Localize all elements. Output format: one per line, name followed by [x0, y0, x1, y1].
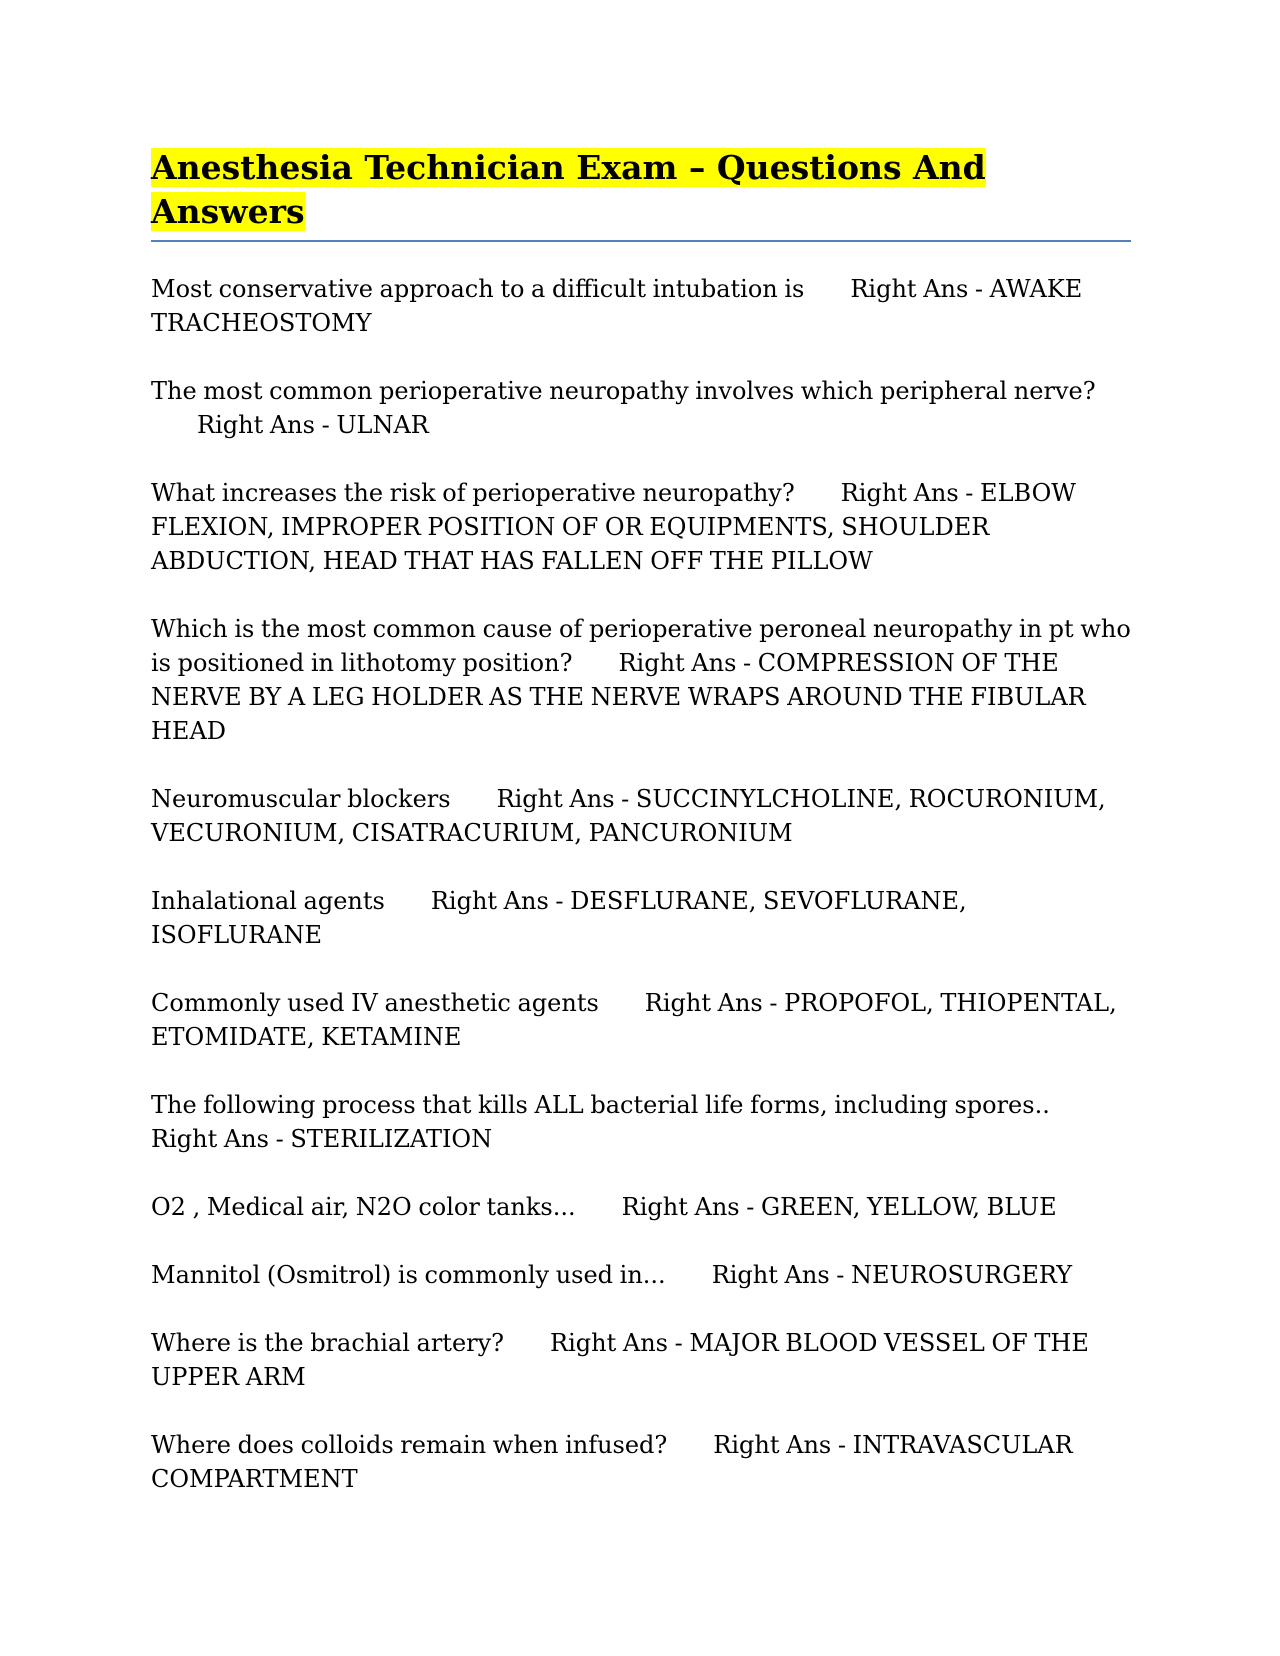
- answer-text: NEUROSURGERY: [851, 1261, 1073, 1289]
- answer-prefix: Right Ans -: [550, 1329, 690, 1357]
- qa-item: [151, 986, 1131, 1054]
- question-text: Where does colloids remain when infused?: [151, 1431, 668, 1459]
- answer-prefix: Right Ans -: [618, 649, 758, 677]
- qa-item: [151, 782, 1131, 850]
- answer-text: SUCCINYLCHOLINE, ROCURONIUM, VECURONIUM, CISATRACURIUM, PANCURONIUM: [151, 785, 1106, 847]
- qa-item: [151, 1088, 1131, 1156]
- question-text: Mannitol (Osmitrol) is commonly used in...: [151, 1261, 666, 1289]
- document-page: [151, 146, 1131, 1530]
- qa-item: [151, 1326, 1131, 1394]
- question-text: Inhalational agents: [151, 887, 385, 915]
- question-text: The following process that kills ALL bacterial life forms, including spores..: [151, 1091, 1050, 1119]
- question-text: O2 , Medical air, N2O color tanks...: [151, 1193, 576, 1221]
- question-text: Where is the brachial artery?: [151, 1329, 505, 1357]
- answer-prefix: Right Ans -: [621, 1193, 761, 1221]
- answer-prefix: Right Ans -: [496, 785, 636, 813]
- question-text: Most conservative approach to a difficult intubation is: [151, 275, 805, 303]
- question-text: Commonly used IV anesthetic agents: [151, 989, 599, 1017]
- answer-prefix: Right Ans -: [840, 479, 981, 507]
- document-title: Anesthesia Technician Exam – Questions And Answers: [151, 148, 986, 231]
- answer-text: DESFLURANE, SEVOFLURANE, ISOFLURANE: [151, 887, 967, 949]
- title-heading: [151, 146, 1131, 242]
- answer-text: MAJOR BLOOD VESSEL OF THE UPPER ARM: [151, 1329, 1089, 1391]
- answer-text: STERILIZATION: [290, 1125, 493, 1153]
- answer-text: AWAKE TRACHEOSTOMY: [151, 275, 1083, 337]
- qa-item: [151, 1258, 1131, 1292]
- answer-prefix: Right Ans -: [713, 1431, 853, 1459]
- answer-prefix: Right Ans -: [151, 1125, 291, 1153]
- answer-prefix: Right Ans -: [850, 275, 990, 303]
- answer-prefix: Right Ans -: [644, 989, 785, 1017]
- qa-item: [151, 612, 1131, 748]
- answer-prefix: Right Ans -: [197, 411, 337, 439]
- qa-item: [151, 374, 1131, 442]
- answer-text: ULNAR: [336, 411, 429, 439]
- answer-text: INTRAVASCULAR COMPARTMENT: [151, 1431, 1073, 1493]
- question-text: Neuromuscular blockers: [151, 785, 451, 813]
- answer-text: COMPRESSION OF THE NERVE BY A LEG HOLDER AS THE NERVE WRAPS AROUND THE FIBULAR HEAD: [151, 649, 1086, 745]
- qa-item: [151, 1428, 1131, 1496]
- answer-text: GREEN, YELLOW, BLUE: [760, 1193, 1057, 1221]
- answer-prefix: Right Ans -: [711, 1261, 851, 1289]
- qa-item: [151, 272, 1131, 340]
- answer-text: ELBOW FLEXION, IMPROPER POSITION OF OR EQUIPMENTS, SHOULDER ABDUCTION, HEAD THAT HAS FALLEN OFF THE PILLOW: [151, 479, 1076, 575]
- qa-list: [151, 272, 1131, 1496]
- qa-item: [151, 884, 1131, 952]
- qa-item: [151, 476, 1131, 578]
- answer-text: PROPOFOL, THIOPENTAL, ETOMIDATE, KETAMINE: [151, 989, 1117, 1051]
- question-text: What increases the risk of perioperative neuropathy?: [151, 479, 795, 507]
- qa-item: [151, 1190, 1131, 1224]
- answer-prefix: Right Ans -: [430, 887, 571, 915]
- question-text: Which is the most common cause of perioperative peroneal neuropathy in pt who is positioned in lithotomy position?: [151, 615, 1131, 677]
- question-text: The most common perioperative neuropathy involves which peripheral nerve?: [151, 377, 1096, 405]
